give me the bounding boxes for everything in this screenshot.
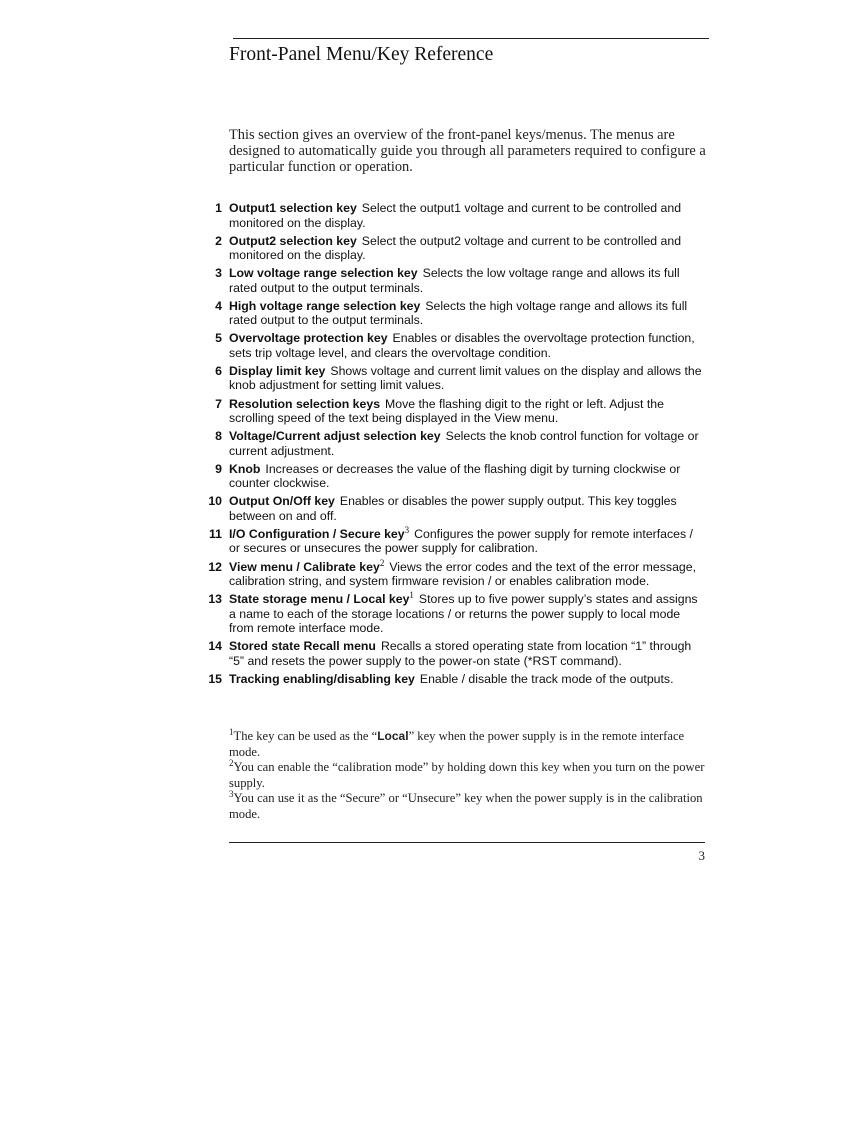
key-number: 7 — [215, 396, 222, 411]
footnote-2 — [229, 757, 715, 791]
footnote-mark: 1 — [229, 726, 234, 737]
key-name: High voltage range selection key — [229, 298, 421, 313]
key-name: Output On/Off key — [229, 494, 335, 509]
key-name: Knob — [229, 461, 261, 476]
key-item-7 — [195, 397, 707, 426]
key-name: State storage menu / Local key — [229, 592, 410, 607]
footnote-marker: 2 — [379, 557, 385, 568]
key-name: View menu / Calibrate key — [229, 559, 380, 574]
key-description: Selects the low voltage range and allows its full rated output to the output terminals. — [229, 266, 680, 295]
key-description: Views the error codes and the text of the error message, calibration string, and system firmware revision / or enables calibration mode. — [229, 559, 696, 589]
key-item-5 — [195, 331, 707, 360]
key-name: Stored state Recall menu — [229, 639, 376, 654]
key-number: 13 — [208, 592, 222, 607]
footnote-bold: Local — [377, 729, 409, 743]
page-number: 3 — [698, 848, 705, 863]
key-item-8 — [195, 429, 707, 458]
key-item-13 — [195, 592, 707, 636]
key-number: 12 — [208, 559, 222, 574]
footnote-1 — [229, 726, 715, 760]
key-description: Stores up to five power supply’s states and assigns a name to each of the storage locations / or returns the power supply to local mode from remote interface mode. — [229, 592, 698, 636]
key-description: Enables or disables the overvoltage protection function, sets trip voltage level, and clears the overvoltage condition. — [229, 331, 695, 360]
key-name: Display limit key — [229, 363, 326, 378]
key-number: 6 — [215, 363, 222, 378]
key-name: Output1 selection key — [229, 201, 357, 215]
footnote-text: You can use it as the “Secure” or “Unsecure” key when the power supply is in the calibration mode. — [229, 791, 703, 821]
key-item-12 — [195, 557, 707, 589]
key-description: Selects the high voltage range and allows its full rated output to the output terminals. — [229, 298, 688, 328]
key-name: I/O Configuration / Secure key — [229, 526, 405, 541]
key-item-15 — [195, 672, 707, 687]
key-description: Shows voltage and current limit values on the display and allows the knob adjustment for setting limit values. — [229, 363, 702, 393]
key-name: Tracking enabling/disabling key — [229, 671, 415, 686]
key-item-1 — [195, 201, 707, 230]
key-item-6 — [195, 364, 707, 393]
key-number: 2 — [215, 233, 222, 248]
key-number: 1 — [215, 201, 222, 215]
footnote-mark: 3 — [229, 788, 234, 799]
key-number: 15 — [208, 671, 222, 686]
footnote-marker: 3 — [404, 524, 410, 535]
key-item-14 — [195, 639, 707, 668]
key-description: Recalls a stored operating state from location “1” through “5” and resets the power supply to the power-on state (*RST command). — [229, 639, 692, 668]
key-description: Select the output2 voltage and current to be controlled and monitored on the display. — [229, 233, 682, 263]
bottom-rule — [229, 842, 705, 843]
key-item-11 — [195, 524, 707, 556]
key-description: Move the flashing digit to the right or left. Adjust the scrolling speed of the text being displayed in the View menu. — [229, 396, 664, 426]
key-number: 11 — [209, 526, 222, 541]
key-number: 8 — [215, 429, 222, 444]
page-title: Front-Panel Menu/Key Reference — [229, 44, 494, 65]
key-name: Overvoltage protection key — [229, 331, 388, 346]
intro-paragraph: This section gives an overview of the front-panel keys/menus. The menus are designed to automatically guide you through all parameters required to configure a particular function or operation. — [229, 127, 706, 175]
key-number: 9 — [215, 461, 222, 476]
key-item-9 — [195, 462, 707, 491]
top-rule — [233, 38, 709, 39]
key-number: 10 — [208, 494, 222, 509]
footnote-text: You can enable the “calibration mode” by holding down this key when you turn on the power supply. — [229, 760, 705, 790]
key-list — [195, 201, 707, 690]
footnote-mark: 2 — [229, 757, 234, 768]
key-number: 14 — [208, 639, 222, 654]
key-item-4 — [195, 299, 707, 328]
key-name: Output2 selection key — [229, 233, 357, 248]
key-description: Configures the power supply for remote interfaces / or secures or unsecures the power supply for calibration. — [229, 526, 693, 556]
key-description: Selects the knob control function for voltage or current adjustment. — [229, 429, 699, 458]
key-number: 3 — [215, 266, 222, 281]
key-number: 4 — [215, 298, 222, 313]
footnotes — [229, 726, 715, 822]
footnote-3 — [229, 788, 715, 822]
footnote-marker: 1 — [409, 590, 414, 601]
key-item-10 — [195, 494, 707, 523]
footnote-text: The key can be used as the “ — [233, 729, 378, 743]
key-description: Enable / disable the track mode of the outputs. — [419, 671, 674, 686]
key-number: 5 — [215, 331, 222, 346]
key-item-2 — [195, 234, 707, 263]
key-description: Select the output1 voltage and current to be controlled and monitored on the display. — [229, 201, 682, 230]
key-name: Low voltage range selection key — [229, 266, 418, 281]
footnote-text: ” key when the power supply is in the remote interface mode. — [229, 729, 685, 759]
key-item-3 — [195, 266, 707, 295]
key-description: Enables or disables the power supply output. This key toggles between on and off. — [229, 494, 677, 523]
key-name: Voltage/Current adjust selection key — [229, 429, 441, 444]
key-description: Increases or decreases the value of the flashing digit by turning clockwise or counter clockwise. — [229, 461, 681, 491]
key-name: Resolution selection keys — [229, 396, 381, 411]
